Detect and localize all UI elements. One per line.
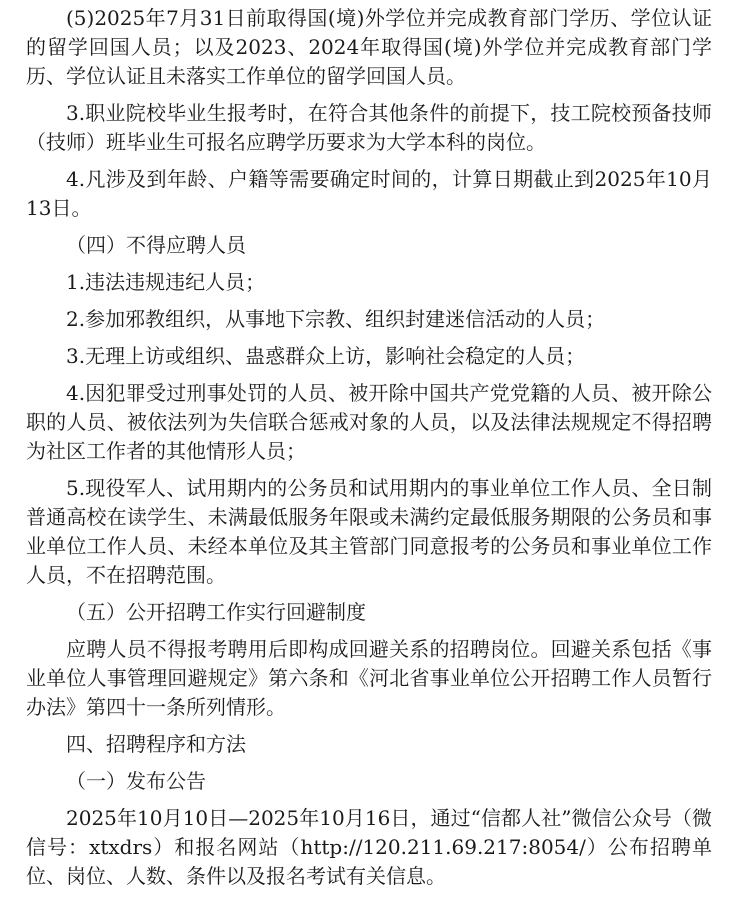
- section-heading-avoidance: （五）公开招聘工作实行回避制度: [66, 600, 366, 624]
- paragraph-vocational-graduates: 3.职业院校毕业生报考时，在符合其他条件的前提下，技工院校预备技师（技师）班毕业生可报名应聘学历要求为大学本科的岗位。: [26, 101, 712, 154]
- section-heading-ineligible: （四）不得应聘人员: [66, 233, 246, 257]
- paragraph-avoidance-rules: 应聘人员不得报考聘用后即构成回避关系的招聘岗位。回避关系包括《事业单位人事管理回避规定》第六条和《河北省事业单位公开招聘工作人员暂行办法》第四十一条所列情形。: [26, 637, 712, 719]
- paragraph-returnee-criteria: (5)2025年7月31日前取得国(境)外学位并完成教育部门学历、学位认证的留学回国人员；以及2023、2024年取得国(境)外学位并完成教育部门学历、学位认证且未落实工作单位的留学回国人员。: [26, 6, 712, 88]
- list-item-ineligible-2: 2.参加邪教组织，从事地下宗教、组织封建迷信活动的人员；: [66, 307, 606, 331]
- paragraph-announcement-details: 2025年10月10日—2025年10月16日，通过“信都人社”微信公众号（微信号：xtxdrs）和报名网站（http://120.211.69.217:8054/）公布招聘单位、岗位、人数、条件以及报名考试有关信息。: [26, 806, 712, 888]
- paragraph-age-cutoff-date: 4.凡涉及到年龄、户籍等需要确定时间的，计算日期截止到2025年10月13日。: [26, 167, 712, 220]
- list-item-ineligible-3: 3.无理上访或组织、蛊惑群众上访，影响社会稳定的人员；: [66, 344, 586, 368]
- list-item-ineligible-5: 5.现役军人、试用期内的公务员和试用期内的事业单位工作人员、全日制普通高校在读学生、未满最低服务年限或未满约定最低服务期限的公务员和事业单位工作人员、未经本单位及其主管部门同意报考的公务员和事业单位工作人员，不在招聘范围。: [26, 476, 712, 587]
- section-heading-procedure: 四、招聘程序和方法: [66, 732, 246, 756]
- list-item-ineligible-1: 1.违法违规违纪人员；: [66, 270, 266, 294]
- section-heading-announcement: （一）发布公告: [66, 769, 206, 793]
- list-item-ineligible-4: 4.因犯罪受过刑事处罚的人员、被开除中国共产党党籍的人员、被开除公职的人员、被依法列为失信联合惩戒对象的人员，以及法律法规规定不得招聘为社区工作者的其他情形人员；: [26, 381, 712, 463]
